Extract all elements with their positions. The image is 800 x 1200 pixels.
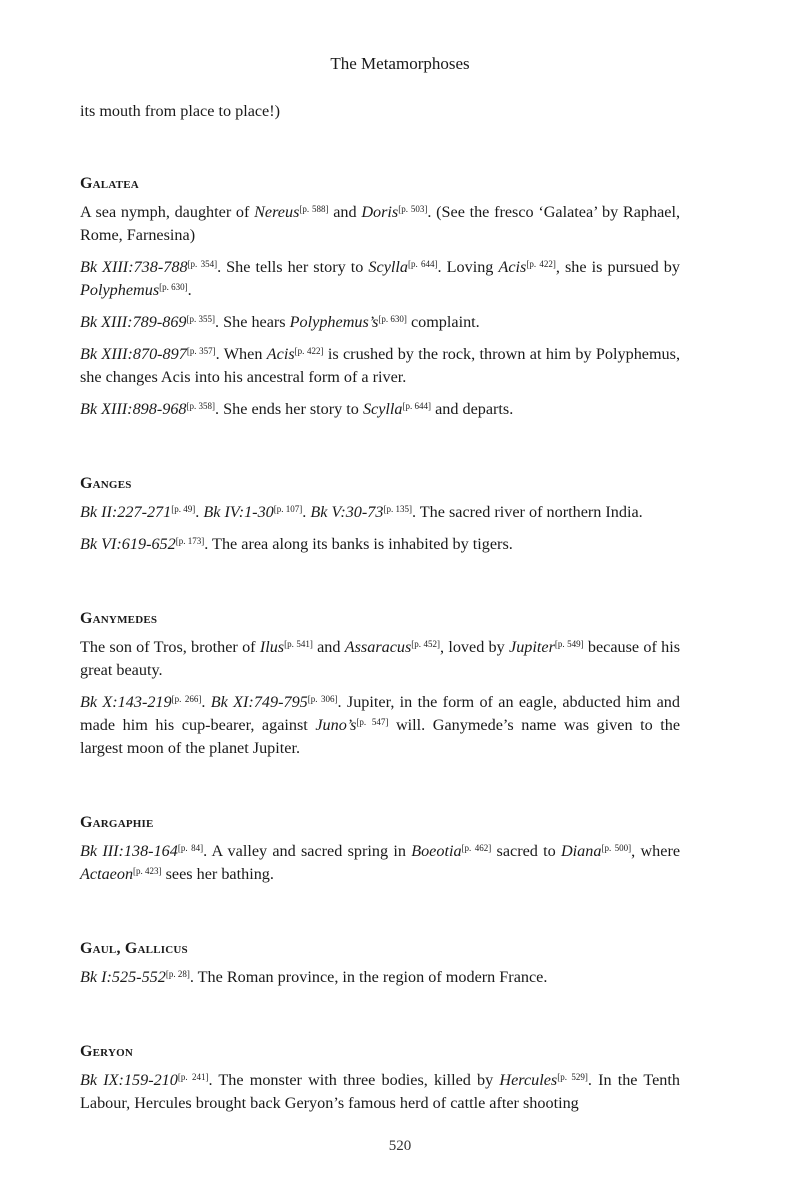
entry-paragraph	[80, 636, 680, 682]
book-reference[interactable]: Polyphemus’s	[289, 313, 379, 331]
body-text: .	[195, 503, 204, 521]
entry-paragraph	[80, 691, 680, 760]
body-text: . Jupiter, in the form of an eagle, abducted him and made him his cup-bearer, against	[80, 693, 680, 734]
entry-heading: Gaul, Gallicus	[80, 940, 188, 957]
page-ref-link[interactable]: [p. 588]	[299, 204, 329, 214]
book-reference[interactable]: Bk XIII:870-897	[80, 345, 187, 363]
body-text: .	[187, 281, 192, 299]
book-reference[interactable]: Scylla	[368, 258, 408, 276]
entry-paragraph	[80, 343, 680, 389]
page-ref-link[interactable]: [p. 452]	[411, 639, 441, 649]
page-ref-link[interactable]: [p. 354]	[187, 259, 218, 269]
glossary-entries	[80, 172, 680, 1115]
entry-paragraph	[80, 201, 680, 247]
page-ref-link[interactable]: [p. 28]	[165, 969, 190, 979]
book-reference[interactable]: Hercules	[499, 1071, 558, 1089]
page-ref-link[interactable]: [p. 422]	[294, 346, 324, 356]
book-reference[interactable]: Acis	[266, 345, 295, 363]
entry-paragraph	[80, 1069, 680, 1115]
body-text: .	[201, 693, 211, 711]
page-ref-link[interactable]: [p. 549]	[554, 639, 584, 649]
body-text: . When	[215, 345, 267, 363]
book-reference[interactable]: Juno’s	[315, 716, 357, 734]
book-reference[interactable]: Actaeon	[80, 865, 134, 883]
page-ref-link[interactable]: [p. 358]	[186, 401, 216, 411]
page-ref-link[interactable]: [p. 422]	[526, 259, 556, 269]
entry-paragraph	[80, 311, 680, 334]
body-text: . A valley and sacred spring in	[203, 842, 412, 860]
entry-heading: Ganymedes	[80, 610, 158, 627]
body-text: . The monster with three bodies, killed by	[208, 1071, 500, 1089]
page-ref-link[interactable]: [p. 135]	[383, 504, 412, 514]
entry-paragraph	[80, 533, 680, 556]
book-reference[interactable]: Bk IX:159-210	[80, 1071, 178, 1089]
page-ref-link[interactable]: [p. 529]	[557, 1072, 588, 1082]
page-ref-link[interactable]: [p. 630]	[159, 282, 188, 292]
book-reference[interactable]: Boeotia	[411, 842, 462, 860]
book-reference[interactable]: Bk X:143-219	[80, 693, 172, 711]
book-reference[interactable]: Diana	[560, 842, 602, 860]
body-text: because of his great beauty.	[80, 638, 680, 679]
body-text: . Loving	[437, 258, 499, 276]
entry-heading: Galatea	[80, 175, 139, 192]
body-text: The son of Tros, brother of	[80, 638, 260, 656]
body-text: .	[302, 503, 311, 521]
body-text: . (See the fresco ‘Galatea’ by Raphael, Rome, Farnesina)	[80, 203, 680, 244]
book-reference[interactable]: Acis	[498, 258, 527, 276]
entry-heading: Gargaphie	[80, 814, 154, 831]
page-ref-link[interactable]: [p. 173]	[175, 536, 205, 546]
book-reference[interactable]: Bk XIII:898-968	[80, 400, 187, 418]
page-ref-link[interactable]: [p. 241]	[177, 1072, 209, 1082]
body-text: and departs.	[431, 400, 514, 418]
body-text: is crushed by the rock, thrown at him by Polyphemus, she changes Acis into his ancestral form of a river.	[80, 345, 681, 386]
page-ref-link[interactable]: [p. 541]	[284, 639, 313, 649]
entry-heading: Ganges	[80, 475, 132, 492]
page-ref-link[interactable]: [p. 84]	[177, 843, 204, 853]
book-reference[interactable]: Bk XIII:738-788	[80, 258, 188, 276]
page-ref-link[interactable]: [p. 49]	[171, 504, 196, 514]
body-text: sacred to	[491, 842, 561, 860]
page-number: 520	[388, 1138, 412, 1154]
body-text: , she is pursued by	[555, 258, 680, 276]
book-reference[interactable]: Bk VI:619-652	[80, 535, 176, 553]
entry-paragraph	[80, 840, 680, 886]
book-reference[interactable]: Assaracus	[344, 638, 412, 656]
body-text: and	[328, 203, 362, 221]
body-text: complaint.	[406, 313, 480, 331]
book-reference[interactable]: Bk III:138-164	[80, 842, 178, 860]
body-text: , where	[631, 842, 681, 860]
page-body	[80, 100, 680, 1124]
page-ref-link[interactable]: [p. 500]	[601, 843, 632, 853]
page-ref-link[interactable]: [p. 357]	[186, 346, 216, 356]
entry-paragraph	[80, 256, 680, 302]
page-ref-link[interactable]: [p. 107]	[273, 504, 303, 514]
page-ref-link[interactable]: [p. 644]	[402, 401, 432, 411]
entry-paragraph	[80, 966, 680, 989]
page-ref-link[interactable]: [p. 266]	[171, 694, 202, 704]
body-text: . The Roman province, in the region of modern France.	[189, 968, 548, 986]
body-text: . The area along its banks is inhabited by tigers.	[204, 535, 513, 553]
entry-heading: Geryon	[80, 1043, 133, 1060]
body-text: . The sacred river of northern India.	[411, 503, 643, 521]
page-ref-link[interactable]: [p. 503]	[398, 204, 428, 214]
body-text: . She tells her story to	[217, 258, 369, 276]
running-head: The Metamorphoses	[330, 54, 470, 73]
body-text: and	[312, 638, 345, 656]
book-reference[interactable]: Bk I:525-552	[80, 968, 166, 986]
body-text: A sea nymph, daughter of	[80, 203, 255, 221]
body-text: . She hears	[215, 313, 290, 331]
body-text: . In the Tenth Labour, Hercules brought back Geryon’s famous herd of cattle after shooting	[80, 1071, 680, 1112]
body-text: . She ends her story to	[215, 400, 363, 418]
body-text: will. Ganymede’s name was given to the largest moon of the planet Jupiter.	[80, 716, 681, 757]
page-ref-link[interactable]: [p. 423]	[133, 866, 162, 876]
book-reference[interactable]: Bk XI:749-795	[210, 693, 308, 711]
book-reference[interactable]: Bk II:227-271	[80, 503, 172, 521]
body-text: , loved by	[440, 638, 510, 656]
book-reference[interactable]: Bk XIII:789-869	[80, 313, 187, 331]
page-ref-link[interactable]: [p. 306]	[307, 694, 338, 704]
entry-paragraph	[80, 501, 680, 524]
page-ref-link[interactable]: [p. 547]	[356, 717, 389, 727]
entry-paragraph	[80, 398, 680, 421]
book-reference[interactable]: Bk V:30-73	[310, 503, 384, 521]
page-ref-link[interactable]: [p. 644]	[407, 259, 438, 269]
book-reference[interactable]: Nereus	[254, 203, 300, 221]
continuation-text: its mouth from place to place!)	[80, 102, 281, 120]
book-reference[interactable]: Polyphemus	[80, 281, 160, 299]
book-reference[interactable]: Jupiter	[509, 638, 555, 656]
book-reference[interactable]: Scylla	[362, 400, 403, 418]
page-ref-link[interactable]: [p. 630]	[378, 314, 407, 324]
body-text: sees her bathing.	[161, 865, 274, 883]
page-ref-link[interactable]: [p. 355]	[186, 314, 216, 324]
book-reference[interactable]: Doris	[361, 203, 399, 221]
page-ref-link[interactable]: [p. 462]	[461, 843, 492, 853]
book-reference[interactable]: Bk IV:1-30	[203, 503, 274, 521]
book-reference[interactable]: Ilus	[259, 638, 285, 656]
